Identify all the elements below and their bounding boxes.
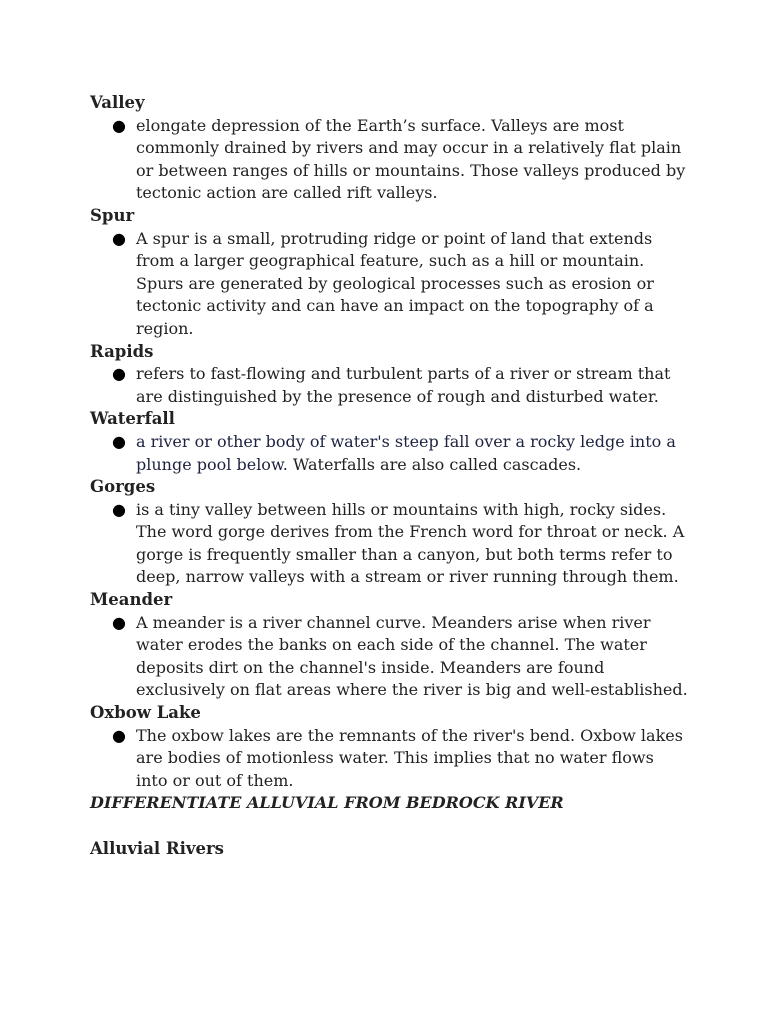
definition-text: The oxbow lakes are the remnants of the river's bend. Oxbow lakes are bodies of motionless water. This implies that no water flows into or out of them. (136, 725, 683, 790)
definition-text: is a tiny valley between hills or mountains with high, rocky sides. The word gorge derives from the French word for throat or neck. A gorge is frequently smaller than a canyon, but both terms refer to deep, narrow valleys with a stream or river running through them. (136, 499, 685, 587)
bullet-icon: ● (112, 499, 126, 519)
bullet-icon: ● (112, 612, 126, 632)
definition-text: elongate depression of the Earth’s surface. Valleys are most commonly drained by rivers and may occur in a relatively flat plain or between ranges of hills or mountains. Those valleys produced by tectonic action are called rift valleys. (136, 115, 686, 203)
term-oxbow-lake: Oxbow Lake (90, 703, 201, 723)
definition-text-rest: Waterfalls are also called cascades. (287, 454, 582, 474)
definition-meander (90, 612, 690, 702)
definition-text (136, 432, 676, 474)
term-gorges: Gorges (90, 477, 156, 497)
term-meander: Meander (90, 590, 173, 610)
definition-valley (90, 115, 690, 205)
document-page (90, 92, 690, 860)
section-heading: DIFFERENTIATE ALLUVIAL FROM BEDROCK RIVER (90, 793, 564, 813)
bullet-icon: ● (112, 228, 126, 248)
term-valley: Valley (90, 93, 145, 112)
subheading-alluvial-rivers: Alluvial Rivers (90, 838, 224, 858)
definition-text: refers to fast-flowing and turbulent parts of a river or stream that are distinguished by the presence of rough and disturbed water. (136, 364, 671, 406)
term-waterfall: Waterfall (90, 409, 175, 429)
bullet-icon: ● (112, 364, 126, 384)
bullet-icon: ● (112, 115, 126, 135)
definition-oxbow-lake (90, 725, 690, 793)
term-rapids: Rapids (90, 341, 154, 361)
definition-gorges (90, 499, 690, 589)
blank-line (90, 815, 690, 838)
definition-spur (90, 228, 690, 341)
definition-waterfall (90, 431, 690, 476)
definition-text-highlight: a river or other body of water's steep fall over a rocky ledge into a plunge pool below. (136, 431, 676, 474)
definition-rapids (90, 363, 690, 408)
bullet-icon: ● (112, 725, 126, 745)
definition-text: A spur is a small, protruding ridge or point of land that extends from a larger geographical feature, such as a hill or mountain. Spurs are generated by geological processes such as erosion or tectonic activity and can have an impact on the topography of a region. (136, 228, 654, 338)
term-spur: Spur (90, 205, 135, 225)
definition-text: A meander is a river channel curve. Meanders arise when river water erodes the banks on each side of the channel. The water deposits dirt on the channel's inside. Meanders are found exclusively on flat areas where the river is big and well-established. (136, 612, 688, 700)
bullet-icon: ● (112, 431, 126, 451)
